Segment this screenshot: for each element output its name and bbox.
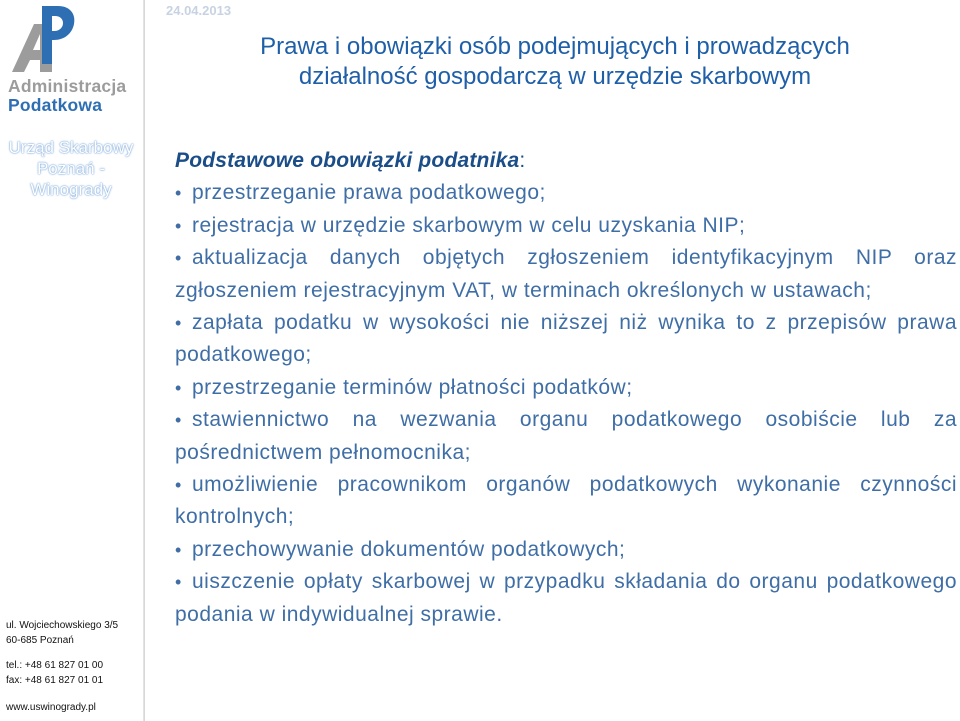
title-line: Prawa i obowiązki osób podejmujących i prowadzących bbox=[260, 33, 850, 60]
title-line: działalność gospodarczą w urzędzie skarbowym bbox=[298, 63, 812, 90]
address-street: ul. Wojciechowskiego 3/5 bbox=[6, 620, 119, 631]
logo-text-podatkowa: Podatkowa bbox=[8, 95, 103, 115]
bullet-icon: • bbox=[175, 572, 182, 593]
office-phone-fax bbox=[6, 658, 103, 688]
list-item-text: zapłata podatku w wysokości nie niższej niż wynika to z przepisów prawa podatkowego; bbox=[175, 311, 957, 367]
bullet-icon: • bbox=[175, 183, 182, 204]
logo-mark-icon bbox=[6, 2, 136, 78]
list-item bbox=[175, 242, 957, 307]
office-name-line: Poznań - bbox=[36, 159, 106, 178]
list-item bbox=[175, 210, 957, 242]
section-heading bbox=[175, 145, 957, 177]
list-item bbox=[175, 177, 957, 209]
list-item-text: aktualizacja danych objętych zgłoszeniem identyfikacyjnym NIP oraz zgłoszeniem rejestracyjnym VAT, w terminach określonych w ustawach; bbox=[175, 246, 957, 302]
office-name bbox=[0, 137, 142, 200]
bullet-icon: • bbox=[175, 410, 182, 431]
list-item-text: przechowywanie dokumentów podatkowych; bbox=[192, 537, 626, 561]
office-name-line: Winogrady bbox=[30, 180, 112, 199]
list-item bbox=[175, 534, 957, 566]
phone-number: tel.: +48 61 827 01 00 bbox=[6, 660, 104, 671]
logo bbox=[6, 2, 136, 115]
bullet-icon: • bbox=[175, 377, 182, 398]
content-body bbox=[175, 145, 957, 631]
slide-date: 24.04.2013 bbox=[166, 3, 232, 18]
bullet-icon: • bbox=[175, 248, 182, 269]
list-item bbox=[175, 372, 957, 404]
list-item-text: przestrzeganie terminów płatności podatków; bbox=[192, 375, 633, 399]
sidebar bbox=[0, 0, 144, 721]
fax-number: fax: +48 61 827 01 01 bbox=[6, 675, 104, 686]
list-item-text: uiszczenie opłaty skarbowej w przypadku składania do organu podatkowego podania w indywidualnej sprawie. bbox=[175, 570, 957, 626]
section-heading-text: Podstawowe obowiązki podatnika bbox=[175, 149, 520, 172]
bullet-icon: • bbox=[175, 215, 182, 236]
slide-title bbox=[160, 32, 950, 92]
sidebar-divider bbox=[143, 0, 145, 721]
logo-text-administracja: Administracja bbox=[8, 76, 127, 96]
list-item bbox=[175, 307, 957, 372]
address-postal: 60-685 Poznań bbox=[6, 635, 74, 646]
website-link[interactable] bbox=[6, 700, 96, 715]
bullet-icon: • bbox=[175, 313, 182, 334]
office-address bbox=[6, 618, 118, 648]
office-name-line: Urząd Skarbowy bbox=[8, 138, 134, 157]
list-item bbox=[175, 469, 957, 534]
bullet-icon: • bbox=[175, 475, 182, 496]
section-heading-colon: : bbox=[519, 149, 526, 172]
list-item bbox=[175, 404, 957, 469]
list-item-text: stawiennictwo na wezwania organu podatkowego osobiście lub za pośrednictwem pełnomocnika; bbox=[175, 408, 957, 464]
bullet-icon: • bbox=[175, 539, 182, 560]
list-item-text: rejestracja w urzędzie skarbowym w celu uzyskania NIP; bbox=[192, 213, 746, 237]
list-item bbox=[175, 566, 957, 631]
list-item-text: umożliwienie pracownikom organów podatkowych wykonanie czynności kontrolnych; bbox=[175, 473, 957, 529]
website-url[interactable]: www.uswinogrady.pl bbox=[6, 702, 96, 713]
list-item-text: przestrzeganie prawa podatkowego; bbox=[192, 181, 546, 205]
